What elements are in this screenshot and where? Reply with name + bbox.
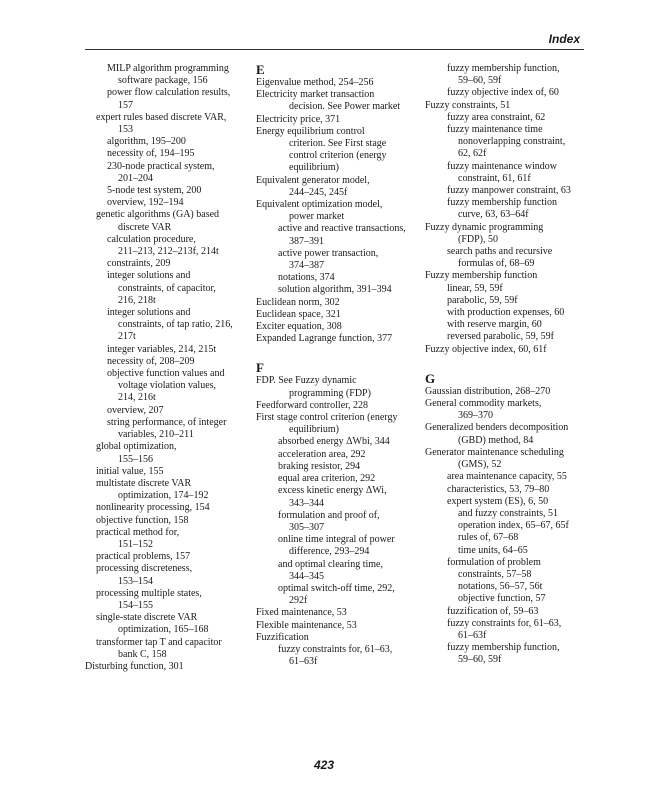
index-entry: absorbed energy ΔWbi, 344	[278, 436, 390, 448]
index-entry: Fuzzy dynamic programming	[425, 221, 544, 233]
index-entry: excess kinetic energy ΔWi,	[278, 485, 387, 497]
index-entry: Euclidean space, 321	[256, 308, 341, 320]
index-entry: constraints, 209	[107, 258, 171, 270]
index-entry: Electricity market transaction	[256, 89, 375, 101]
index-entry: solution algorithm, 391–394	[278, 284, 392, 296]
index-entry: genetic algorithms (GA) based	[96, 209, 220, 221]
index-entry: constraints, 57–58	[458, 568, 532, 580]
index-column-3	[425, 63, 590, 667]
index-column-1	[85, 63, 248, 673]
index-entry: linear, 59, 59f	[447, 282, 503, 294]
index-entry: 369–370	[458, 410, 493, 422]
index-entry: notations, 374	[278, 272, 335, 284]
index-entry: power flow calculation results,	[107, 87, 231, 99]
index-entry: fuzzy maintenance window	[447, 160, 557, 172]
index-entry: fuzzy membership function,	[447, 63, 560, 74]
index-entry: 154–155	[118, 599, 153, 611]
index-entry: reversed parabolic, 59, 59f	[447, 331, 554, 343]
index-entry: 201–204	[118, 172, 153, 184]
index-entry: parabolic, 59, 59f	[447, 294, 518, 306]
index-entry: 244–245, 245f	[289, 186, 348, 198]
index-entry: Flexible maintenance, 53	[256, 619, 357, 631]
index-entry: Equivalent optimization model,	[256, 199, 383, 211]
index-entry: overview, 207	[107, 404, 164, 416]
index-entry: active power transaction,	[278, 247, 379, 259]
index-entry: Electricity price, 371	[256, 113, 341, 125]
index-entry: nonoverlapping constraint,	[458, 136, 566, 148]
index-entry: Gaussian distribution, 268–270	[425, 385, 551, 397]
index-entry: Fuzzy objective index, 60, 61f	[425, 343, 547, 355]
index-entry: nonlinearity processing, 154	[96, 502, 210, 514]
index-entry: 157	[118, 99, 133, 111]
index-entry: Equivalent generator model,	[256, 174, 370, 186]
index-entry: 59–60, 59f	[458, 75, 502, 87]
index-entry: fuzzy maintenance time	[447, 124, 543, 136]
index-entry: global optimization,	[96, 441, 177, 453]
index-entry: rules of, 67–68	[458, 532, 519, 544]
index-entry: overview, 192–194	[107, 197, 184, 209]
index-section-letter: E	[256, 62, 265, 77]
index-entry: optimization, 165–168	[118, 624, 209, 636]
index-entry: fuzzy membership function	[447, 197, 557, 209]
index-entry: necessity of, 208–209	[107, 355, 195, 367]
index-entry: variables, 210–211	[118, 429, 194, 441]
index-entry: Fixed maintenance, 53	[256, 607, 347, 619]
index-entry: online time integral of power	[278, 534, 395, 546]
index-entry: 59–60, 59f	[458, 654, 502, 666]
index-entry: 211–213, 212–213f, 214t	[118, 246, 219, 258]
index-entry: Generalized benders decomposition	[425, 422, 569, 434]
index-entry: practical method for,	[96, 526, 180, 538]
index-entry: processing multiple states,	[96, 587, 202, 599]
index-entry: characteristics, 53, 79–80	[447, 483, 550, 495]
index-entry: fuzzy area constraint, 62	[447, 111, 546, 123]
index-entry: First stage control criterion (energy	[256, 412, 398, 424]
index-entry: 387–391	[289, 235, 324, 247]
index-entry: 343–344	[289, 497, 324, 509]
index-entry: decision. See Power market	[289, 101, 401, 113]
running-head: Index	[548, 32, 580, 46]
index-entry: 292f	[289, 595, 308, 607]
index-entry: constraint, 61, 61f	[458, 172, 531, 184]
index-entry: 344–345	[289, 570, 324, 582]
index-entry: with production expenses, 60	[447, 307, 565, 319]
index-entry: notations, 56–57, 56t	[458, 581, 543, 593]
index-entry: General commodity markets,	[425, 398, 542, 410]
index-entry: optimization, 174–192	[118, 490, 209, 502]
index-entry: multistate discrete VAR	[96, 477, 192, 489]
index-entry: expert system (ES), 6, 50	[447, 495, 549, 507]
index-entry: Expanded Lagrange function, 377	[256, 333, 393, 345]
index-entry: Eigenvalue method, 254–256	[256, 77, 374, 88]
index-entry: control criterion (energy	[289, 150, 387, 162]
index-entry: 305–307	[289, 521, 324, 533]
index-entry: 61–63f	[289, 656, 318, 668]
index-entry: operation index, 65–67, 65f	[458, 520, 569, 532]
index-entry: objective function, 57	[458, 593, 546, 605]
index-entry: Euclidean norm, 302	[256, 296, 340, 308]
page-number: 423	[313, 758, 335, 772]
index-entry: Feedforward controller, 228	[256, 399, 369, 411]
index-entry: curve, 63, 63–64f	[458, 209, 529, 221]
index-entry: 374–387	[289, 260, 324, 272]
index-entry: bank C, 158	[118, 648, 167, 660]
index-section-letter: G	[425, 370, 436, 386]
index-entry: equilibrium)	[289, 424, 339, 436]
header-rule	[85, 49, 584, 50]
index-entry: initial value, 155	[96, 465, 164, 477]
index-entry: Exciter equation, 308	[256, 321, 342, 333]
index-entry: necessity of, 194–195	[107, 148, 195, 160]
index-entry: objective function, 158	[96, 514, 189, 526]
index-entry: integer solutions and	[107, 270, 191, 282]
index-entry: power market	[289, 211, 345, 223]
index-entry: 151–152	[118, 538, 153, 550]
index-entry: string performance, of integer	[107, 416, 227, 428]
index-entry: discrete VAR	[118, 221, 172, 233]
index-entry: fuzzy manpower constraint, 63	[447, 185, 571, 197]
index-entry: difference, 293–294	[289, 546, 370, 558]
index-entry: expert rules based discrete VAR,	[96, 111, 227, 123]
index-entry: transformer tap T and capacitor	[96, 636, 222, 648]
section-gap	[256, 345, 416, 361]
index-entry: fuzzy constraints for, 61–63,	[447, 617, 562, 629]
index-entry: criterion. See First stage	[289, 138, 387, 150]
index-entry: fuzzification of, 59–63	[447, 605, 539, 617]
index-entry: objective function values and	[107, 368, 225, 380]
index-entry: single-state discrete VAR	[96, 612, 198, 624]
index-entry: Fuzzification	[256, 631, 309, 643]
section-gap	[425, 356, 590, 372]
index-entry: 153	[118, 124, 133, 136]
index-entry: (GBD) method, 84	[458, 434, 534, 446]
index-entry: fuzzy constraints for, 61–63,	[278, 643, 393, 655]
index-entry: and fuzzy constraints, 51	[458, 507, 558, 519]
index-entry: programming (FDP)	[289, 387, 371, 399]
index-entry: integer variables, 214, 215t	[107, 343, 217, 355]
index-entry: processing discreteness,	[96, 563, 193, 575]
index-entry: 155–156	[118, 453, 153, 465]
index-entry: FDP. See Fuzzy dynamic	[256, 375, 357, 387]
index-entry: formulation and proof of,	[278, 509, 380, 521]
index-entry: Fuzzy constraints, 51	[425, 99, 511, 111]
index-entry: (FDP), 50	[458, 233, 499, 245]
index-entry: 61–63f	[458, 629, 487, 641]
index-entry: 217t	[118, 331, 136, 343]
index-entry: integer solutions and	[107, 307, 191, 319]
index-entry: 214, 216t	[118, 392, 156, 404]
index-column-2	[256, 63, 416, 668]
index-entry: acceleration area, 292	[278, 448, 366, 460]
index-entry: area maintenance capacity, 55	[447, 471, 567, 483]
index-entry: (GMS), 52	[458, 459, 502, 471]
index-entry: Generator maintenance scheduling	[425, 446, 564, 458]
index-entry: 62, 62f	[458, 148, 487, 160]
index-entry: calculation procedure,	[107, 233, 196, 245]
index-entry: practical problems, 157	[96, 551, 191, 563]
index-entry: 153–154	[118, 575, 153, 587]
index-entry: braking resistor, 294	[278, 460, 361, 472]
index-entry: algorithm, 195–200	[107, 136, 186, 148]
index-entry: search paths and recursive	[447, 246, 553, 258]
index-entry: Fuzzy membership function	[425, 270, 538, 282]
index-entry: and optimal clearing time,	[278, 558, 383, 570]
index-entry: 230-node practical system,	[107, 160, 215, 172]
index-entry: constraints, of capacitor,	[118, 282, 216, 294]
index-entry: 5-node test system, 200	[107, 185, 202, 197]
index-entry: constraints, of tap ratio, 216,	[118, 319, 233, 331]
index-entry: optimal switch-off time, 292,	[278, 582, 395, 594]
index-entry: fuzzy objective index of, 60	[447, 87, 559, 99]
index-entry: equal area criterion, 292	[278, 473, 376, 485]
index-entry: formulas of, 68–69	[458, 258, 535, 270]
index-entry: 216, 218t	[118, 294, 156, 306]
index-entry: MILP algorithm programming	[107, 63, 229, 74]
index-entry: with reserve margin, 60	[447, 319, 542, 331]
index-entry: Disturbing function, 301	[85, 660, 184, 672]
index-entry: formulation of problem	[447, 556, 541, 568]
index-entry: active and reactive transactions,	[278, 223, 406, 235]
index-entry: equilibrium)	[289, 162, 339, 174]
index-entry: voltage violation values,	[118, 380, 217, 392]
index-entry: time units, 64–65	[458, 544, 528, 556]
index-entry: Energy equilibrium control	[256, 125, 365, 137]
index-entry: software package, 156	[118, 75, 208, 87]
index-entry: fuzzy membership function,	[447, 642, 560, 654]
index-section-letter: F	[256, 360, 264, 376]
